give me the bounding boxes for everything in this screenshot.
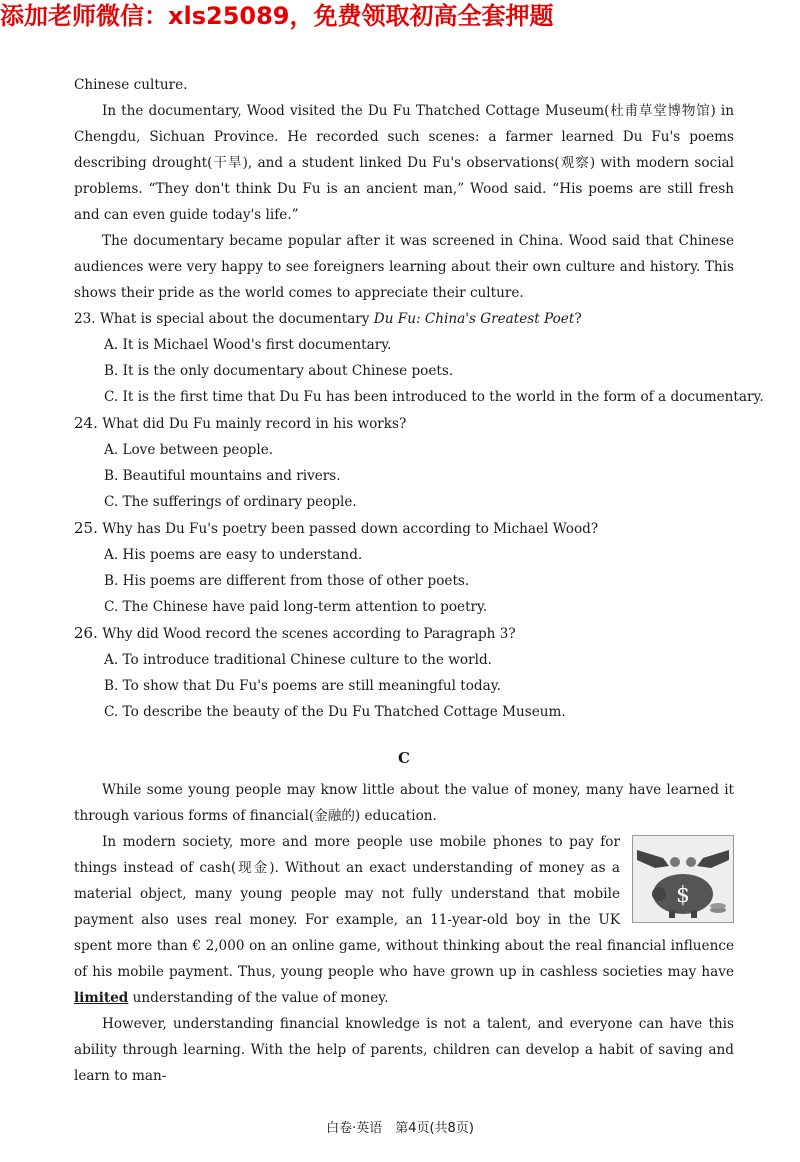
stem-text: Why has Du Fu's poetry been passed down according to Michael Wood? bbox=[102, 521, 599, 537]
option-c: C. The sufferings of ordinary people. bbox=[104, 494, 357, 510]
page-footer: 白卷·英语 第4页(共8页) bbox=[326, 1121, 474, 1136]
passage-c-paragraph-1: While some young people may know little about the value of money, many have learned it through various forms of financial(金融的) education. bbox=[74, 782, 734, 824]
option-b: B. Beautiful mountains and rivers. bbox=[104, 468, 341, 484]
question-number: 26. bbox=[74, 624, 98, 642]
question-stem bbox=[74, 620, 734, 647]
paragraph-text-end: understanding of the value of money. bbox=[128, 990, 389, 1006]
document-page bbox=[74, 72, 764, 1089]
option-c: C. It is the first time that Du Fu has been introduced to the world in the form of a documentary. bbox=[104, 389, 764, 405]
question-26 bbox=[74, 620, 734, 725]
passage-c-paragraph-3: However, understanding financial knowledge is not a talent, and everyone can have this ability through learning. With the help of parents, children can develop a habit of saving and learn to man- bbox=[74, 1016, 734, 1084]
section-heading-c: C bbox=[398, 749, 410, 767]
stem-text: What did Du Fu mainly record in his works? bbox=[102, 416, 407, 432]
documentary-title: Du Fu: China's Greatest Poet bbox=[373, 311, 575, 327]
question-stem bbox=[74, 306, 734, 332]
option-b: B. It is the only documentary about Chinese poets. bbox=[104, 363, 454, 379]
promo-banner: 添加老师微信：xls25089，免费领取初高全套押题 bbox=[0, 2, 554, 30]
option-a: A. Love between people. bbox=[104, 442, 274, 458]
question-stem bbox=[74, 410, 734, 437]
question-number: 25. bbox=[74, 519, 98, 537]
option-b: B. His poems are different from those of other poets. bbox=[104, 573, 470, 589]
option-a: A. To introduce traditional Chinese culture to the world. bbox=[104, 652, 492, 668]
piggy-bank-icon bbox=[633, 836, 733, 922]
stem-text: What is special about the documentary bbox=[99, 311, 374, 327]
passage-b-paragraph-2: In the documentary, Wood visited the Du Fu Thatched Cottage Museum(杜甫草堂博物馆) in Chengdu, Sichuan Province. He recorded such scenes: a farmer learned Du Fu's poems describing drought(干旱), and a student linked Du Fu's observations(观察) with modern social problems. “They don't think Du Fu is an ancient man,” Wood said. “His poems are still fresh and can even guide today's life.” bbox=[74, 103, 734, 223]
passage-b-paragraph-3: The documentary became popular after it was screened in China. Wood said that Chinese audiences were very happy to see foreigners learning about their own culture and history. This shows their pride as the world comes to appreciate their culture. bbox=[74, 233, 734, 301]
stem-text: Why did Wood record the scenes according to Paragraph 3? bbox=[102, 626, 516, 642]
option-a: A. His poems are easy to understand. bbox=[104, 547, 363, 563]
option-c: C. To describe the beauty of the Du Fu Thatched Cottage Museum. bbox=[104, 704, 566, 720]
option-a: A. It is Michael Wood's first documentary. bbox=[104, 337, 392, 353]
stem-end: ? bbox=[574, 311, 582, 327]
question-number: 23. bbox=[74, 311, 96, 327]
question-stem bbox=[74, 515, 734, 542]
question-24 bbox=[74, 410, 734, 515]
svg-text:$: $ bbox=[676, 883, 690, 908]
option-c: C. The Chinese have paid long-term attention to poetry. bbox=[104, 599, 488, 615]
piggy-bank-image bbox=[632, 835, 734, 923]
paragraph-text-start: In modern society, more and more people use mobile phones to pay for things instead of cash(现金). Without an exact understanding of money as a material object, many young people may not fully understand that mobile payment also uses real money. For example, an 11-year-old boy in the UK spent more than € 2,000 on an online game, without thinking about the real financial influence of his mobile payment. Thus, young people who have grown up in cashless societies may have bbox=[74, 834, 734, 980]
underlined-word-limited: limited bbox=[74, 990, 129, 1006]
passage-b-intro-tail: Chinese culture. bbox=[74, 77, 188, 93]
question-number: 24. bbox=[74, 414, 98, 432]
question-25 bbox=[74, 515, 734, 620]
option-b: B. To show that Du Fu's poems are still meaningful today. bbox=[104, 678, 501, 694]
passage-c-paragraph-2 bbox=[74, 829, 734, 1011]
question-23 bbox=[74, 306, 764, 410]
